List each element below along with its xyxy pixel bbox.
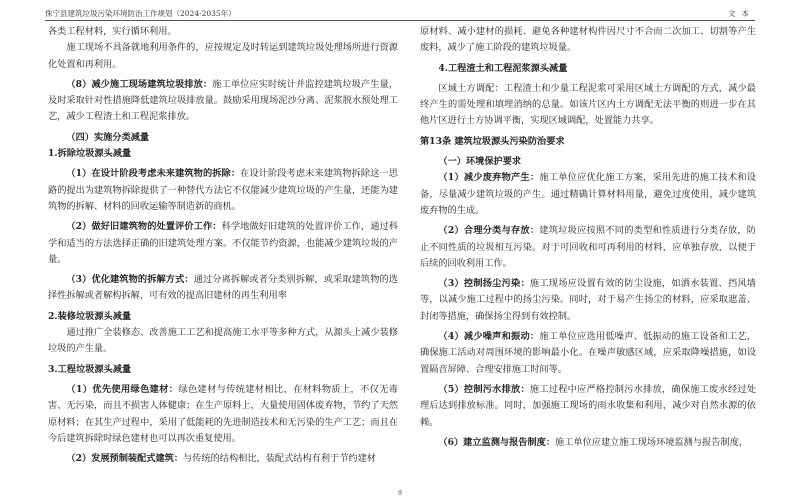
paragraph: [48, 382, 398, 447]
item-heading: （1）优先使用绿色建材：: [66, 383, 179, 395]
item-text: 施工单位应优化施工方案，采用先进的施工技术和设备，尽量减少建筑垃圾的产生。通过精确计算材料用量，避免过度使用，减少建筑废弃物的生成。: [420, 172, 756, 216]
item-text: 施工单位应实时统计并监控建筑垃圾产生量，及时采取针对性措施降低建筑垃圾排放量。鼓励采用现场泥沙分离、泥浆脱水预处理工艺，减少工程渣土和工程泥浆排放。: [48, 78, 398, 123]
paragraph: [48, 451, 398, 467]
section-heading: （一）环境保护要求: [438, 156, 522, 168]
item-text: 与传统的结构相比，装配式结构有利于节约建材: [183, 453, 376, 465]
header-title: 侏宁县建筑垃圾污染环境防治工作规划（2024-2035年）: [45, 9, 236, 18]
item-text: 建筑垃圾应按照不同的类型和性质进行分类存放，防止不同性质的垃圾相互污染。对于可回收和可再利用的材料，应单独存放，以便于后续的回收利用工作。: [420, 225, 756, 269]
article-heading: 第13条 建筑垃圾源头污染防治要求: [420, 135, 565, 147]
item-text: 施工单位应建立施工现场环境监测与报告制度，: [555, 436, 748, 448]
paragraph: [420, 170, 756, 219]
paragraph: [420, 276, 756, 325]
item-text: 施工过程中应严格控制污水排放，确保施工废水经过处理后达到排放标准。同时，加强施工现场的雨水收集和利用，减少对自然水源的依赖。: [420, 383, 756, 428]
paragraph: [48, 219, 398, 268]
sub-heading: 2.装修垃圾源头减量: [48, 310, 132, 322]
item-heading: （6）建立监测与报告制度：: [438, 436, 556, 448]
left-column: [48, 24, 398, 467]
right-column: [420, 24, 756, 451]
paragraph: [420, 223, 756, 272]
paragraph: [48, 166, 398, 215]
item-heading: （3）优化建筑物的拆解方式：: [66, 274, 194, 286]
sub-heading: 1.拆除垃圾源头减量: [48, 148, 132, 160]
item-heading: （1）减少废弃物产生：: [438, 172, 540, 184]
item-heading: （3）控制扬尘污染：: [438, 278, 530, 290]
item-text: 在设计阶段考虑未来建筑物拆除这一思路的提出为建筑物拆除提供了一种替代方法它不仅能减少建筑垃圾的产生量，还能为建筑物的拆解、材料的回收运输等制造新的商机。: [48, 168, 398, 212]
paragraph: [420, 382, 756, 431]
paragraph: [420, 435, 756, 451]
item-heading: （5）控制污水排放：: [438, 383, 530, 395]
page-number: 9: [398, 490, 402, 497]
paragraph: 通过推广全装修态、改善施工工艺和提高施工水平等多种方式，从源头上减少装修垃圾的产生量。: [48, 327, 398, 355]
item-heading: （4）减少噪声和振动：: [438, 331, 540, 343]
paragraph: [48, 77, 398, 126]
page-header: [45, 6, 755, 21]
item-text: 绿色建材与传统建材相比，在材料物质上，不仅无毒害、无污染，而且不损害人体健康；在生产原料上，大量使用固体废弃物，节约了天然原材料；在其生产过程中，采用了低能耗的先进制造技术和无污染的生产工艺；而且在今后建筑拆除时绿色建材也可以再次重复使用。: [48, 383, 398, 444]
item-heading: （2）做好旧建筑物的处置评价工作：: [66, 221, 222, 233]
sub-heading: 4.工程渣土和工程泥浆源头减量: [438, 62, 568, 74]
paragraph: 原材料、减小建材的损耗、避免各种建材构件因尺寸不合而二次加工、切割等产生废料，减少了施工阶段的建筑垃圾量。: [420, 26, 756, 54]
item-heading: （8）减少施工现场建筑垃圾排放：: [66, 78, 213, 90]
item-text: 通过分离拆解或者分类别拆解，或采取建筑物的选择性拆解或者解构拆解，可有效的提高旧建材的再生利用率: [48, 274, 398, 302]
paragraph: 施工现场不具备就地利用条件的，应按规定及时转运到建筑垃圾处理场所进行资源化处置和再利用。: [48, 42, 398, 70]
sub-heading: 3.工程垃圾源头减量: [48, 363, 132, 375]
item-heading: （1）在设计阶段考虑未来建筑物的拆除：: [66, 168, 241, 180]
paragraph: [48, 272, 398, 305]
paragraph: [420, 329, 756, 378]
item-heading: （2）合理分类与存放：: [438, 225, 540, 237]
header-label: 文本: [728, 9, 755, 18]
paragraph: 区域土方调配：工程渣土和少量工程泥浆可采用区域土方调配的方式，减少最终产生的需处理和填埋消纳的总量。如该片区内土方调配无法平衡的则进一步在其他片区进行土方协调平衡，实现区域调配，处置能力共享。: [420, 82, 756, 127]
section-heading: （四）实施分类减量: [66, 131, 150, 143]
paragraph: 各类工程材料，实行循环利用。: [48, 26, 177, 37]
item-text: 施工单位应选用低噪声、低振动的施工设备和工艺，确保施工活动对周围环境的影响最小化。在噪声敏感区域，应采取降噪措施，如设置隔音屏障、合理安排施工时间等。: [420, 331, 756, 375]
item-text: 施工现场应设置有效的防尘设施，如洒水装置、挡风墙等，以减少施工过程中的扬尘污染。同时，对于易产生扬尘的材料，应采取遮盖、封闭等措施，确保扬尘得到有效控制。: [420, 278, 756, 322]
item-text: 科学地做好旧建筑的处置评价工作，通过科学和适当的方法选择正确的旧建筑处理方案。不仅能节约资源，也能减少建筑垃圾的产量。: [48, 221, 398, 265]
item-heading: （2）发展预制装配式建筑：: [66, 453, 184, 465]
